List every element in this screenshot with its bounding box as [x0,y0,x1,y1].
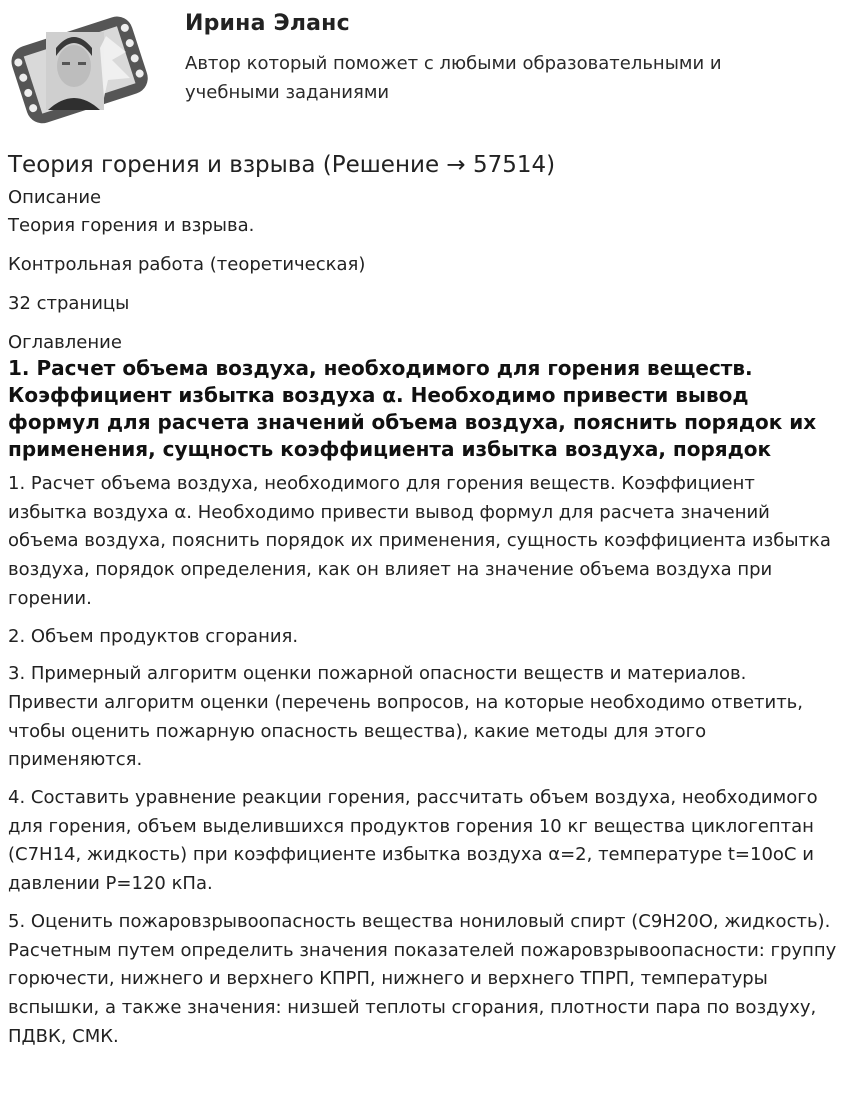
page-title: Теория горения и взрыва (Решение → 57514) [8,152,556,178]
description-line: Теория горения и взрыва. [8,215,255,236]
description-line: 32 страницы [8,293,130,314]
toc-item: 2. Объем продуктов сгорания. [8,625,299,647]
author-header [0,0,847,140]
toc-item: 4. Составить уравнение реакции горения, рассчитать объем воздуха, необходимого для горения, объем выделившихся продуктов горения 10 кг вещества циклогептан (С7Н14, жидкость) при коэффициенте избытка воздуха α=2, температуре t=10oC и давлении P=120 кПа. [8,787,818,895]
author-photo-avatar-icon [8,8,150,128]
toc-label: Оглавление [8,332,122,353]
document-content [8,148,838,1060]
description-line: Контрольная работа (теоретическая) [8,254,366,275]
author-description: Автор который поможет с любыми образовательными и учебными заданиями [185,53,722,103]
toc-item: 5. Оценить пожаровзрывоопасность вещества нониловый спирт (С9Н20О, жидкость). Расчетным путем определить значения показателей пожаровзрывоопасности: группу горючести, нижнего и верхнего КПРП, нижнего и верхнего ТПРП, температуры вспышки, а также значения: низшей теплоты сгорания, плотности пара по воздуху, ПДВК, СМК. [8,910,837,1047]
author-avatar [8,8,150,128]
toc-item: 1. Расчет объема воздуха, необходимого для горения веществ. Коэффициент избытка воздуха α. Необходимо привести вывод формул для расчета значений объема воздуха, пояснить порядок их применения, сущность коэффициента избытка воздуха, порядок определения, как он влияет на значение объема воздуха при горении. [8,473,831,609]
toc-item: 3. Примерный алгоритм оценки пожарной опасности веществ и материалов. Привести алгоритм оценки (перечень вопросов, на которые необходимо ответить, чтобы оценить пожарную опасность вещества), какие методы для этого применяются. [8,663,804,771]
author-name: Ирина Эланс [185,11,350,36]
description-label: Описание [8,187,102,208]
toc-heading: 1. Расчет объема воздуха, необходимого для горения веществ. Коэффициент избытка воздуха α. Необходимо привести вывод формул для расчета значений объема воздуха, пояснить порядок их применения, сущность коэффициента избытка воздуха, порядок [8,356,817,461]
